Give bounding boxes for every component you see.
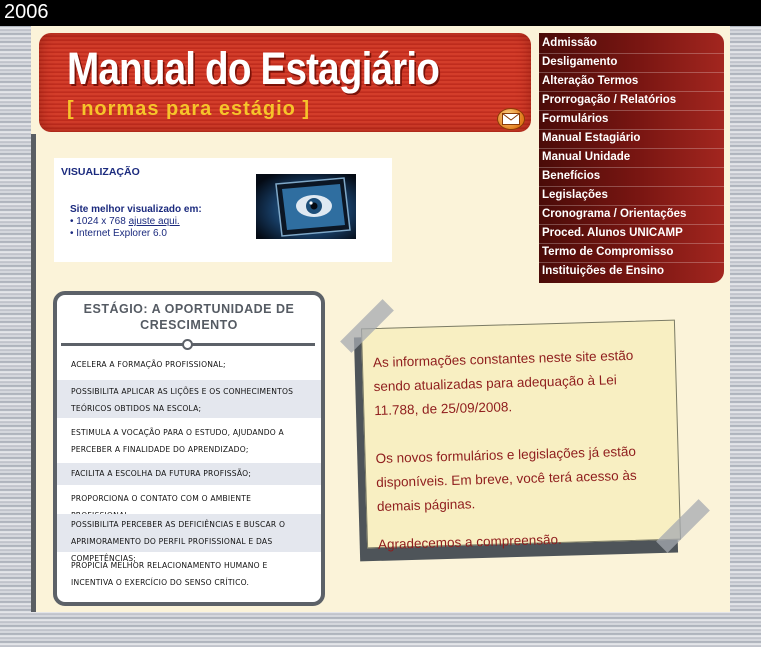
visualization-title: VISUALIZAÇÃO <box>61 166 140 178</box>
list-item <box>57 488 321 510</box>
header-banner <box>39 33 531 132</box>
list-item <box>57 555 321 593</box>
list-item-text: POSSIBILITA PERCEBER AS DEFICIÊNCIAS E BUSCAR O APRIMORAMENTO DO PERFIL PROFISSIONAL E DAS COMPETÊNCIAS; <box>71 520 286 563</box>
menu-item-desligamento[interactable] <box>539 54 724 73</box>
monitor-eye-graphic <box>256 174 356 239</box>
opportunity-panel <box>53 291 325 606</box>
menu-item-label: Formulários <box>542 113 609 125</box>
site-title: Manual do Estagiário <box>67 43 440 94</box>
list-item <box>57 463 321 485</box>
list-item-text: ESTIMULA A VOCAÇÃO PARA O ESTUDO, AJUDANDO A PERCEBER A FINALIDADE DO APRENDIZADO; <box>71 428 284 454</box>
list-item-text: ACELERA A FORMAÇÃO PROFISSIONAL; <box>71 360 226 369</box>
resolution-text: • 1024 x 768 <box>70 216 126 227</box>
browser-line: • Internet Explorer 6.0 <box>70 228 167 239</box>
resolution-line <box>70 216 180 227</box>
divider-dot <box>182 339 193 350</box>
notice-paragraph-2: Os novos formulários e legislações já estão disponíveis. Em breve, você terá acesso às demais páginas. <box>375 443 637 515</box>
list-item <box>57 380 321 418</box>
notice-paragraph-3: Agradecemos a compreensão. <box>377 531 563 553</box>
adjust-here-link[interactable]: ajuste aqui. <box>128 216 180 227</box>
menu-item-label: Termo de Compromisso <box>542 246 674 258</box>
menu-item-label: Manual Estagiário <box>542 132 641 144</box>
menu-item-label: Cronograma / Orientações <box>542 208 687 220</box>
menu-item-cronograma-orientacoes[interactable] <box>539 206 724 225</box>
main-menu <box>539 33 724 283</box>
monitor-eye-icon <box>256 174 356 239</box>
menu-item-label: Admissão <box>542 37 597 49</box>
site-subtitle: [ normas para estágio ] <box>67 98 311 120</box>
visualization-box <box>54 158 392 262</box>
menu-item-manual-unidade[interactable] <box>539 149 724 168</box>
menu-item-alteracao-termos[interactable] <box>539 73 724 92</box>
menu-item-label: Legislações <box>542 189 608 201</box>
menu-item-formularios[interactable] <box>539 111 724 130</box>
list-item <box>57 514 321 563</box>
best-viewed-label: Site melhor visualizado em: <box>70 204 202 215</box>
notice-paragraph-1: As informações constantes neste site estão sendo atualizadas para adequação à Lei 11.788, de 25/09/2008. <box>372 347 634 419</box>
list-item-text: POSSIBILITA APLICAR AS LIÇÕES E OS CONHECIMENTOS TEÓRICOS OBTIDOS NA ESCOLA; <box>71 387 294 413</box>
list-item <box>57 351 321 377</box>
list-item-text: PROPICIA MELHOR RELACIONAMENTO HUMANO E INCENTIVA O EXERCÍCIO DO SENSO CRÍTICO. <box>71 561 268 587</box>
menu-item-prorrogacao-relatorios[interactable] <box>539 92 724 111</box>
menu-item-instituicoes-ensino[interactable] <box>539 263 724 281</box>
menu-item-legislacoes[interactable] <box>539 187 724 206</box>
menu-item-manual-estagiario[interactable] <box>539 130 724 149</box>
list-item-text: PROPORCIONA O CONTATO COM O AMBIENTE <box>71 494 252 503</box>
year-label: 2006 <box>4 1 49 23</box>
panel-title: ESTÁGIO: A OPORTUNIDADE DE CRESCIMENTO <box>83 302 295 332</box>
menu-item-label: Proced. Alunos UNICAMP <box>542 227 683 239</box>
menu-item-beneficios[interactable] <box>539 168 724 187</box>
envelope-icon[interactable] <box>497 108 525 130</box>
notice-card <box>361 320 681 553</box>
menu-item-label: Alteração Termos <box>542 75 639 87</box>
year-bar <box>0 0 761 26</box>
list-item-text: FACILITA A ESCOLHA DA FUTURA PROFISSÃO; <box>71 469 252 478</box>
menu-item-admissao[interactable] <box>539 35 724 54</box>
envelope-glyph <box>502 113 520 125</box>
menu-item-termo-compromisso[interactable] <box>539 244 724 263</box>
menu-item-proced-alunos-unicamp[interactable] <box>539 225 724 244</box>
menu-item-label: Desligamento <box>542 56 618 68</box>
menu-item-label: Benefícios <box>542 170 601 182</box>
list-item <box>57 421 321 461</box>
page-container <box>31 26 730 612</box>
menu-item-label: Manual Unidade <box>542 151 631 163</box>
left-border-rule <box>31 134 36 612</box>
menu-item-label: Instituições de Ensino <box>542 265 665 277</box>
menu-item-label: Prorrogação / Relatórios <box>542 94 677 106</box>
